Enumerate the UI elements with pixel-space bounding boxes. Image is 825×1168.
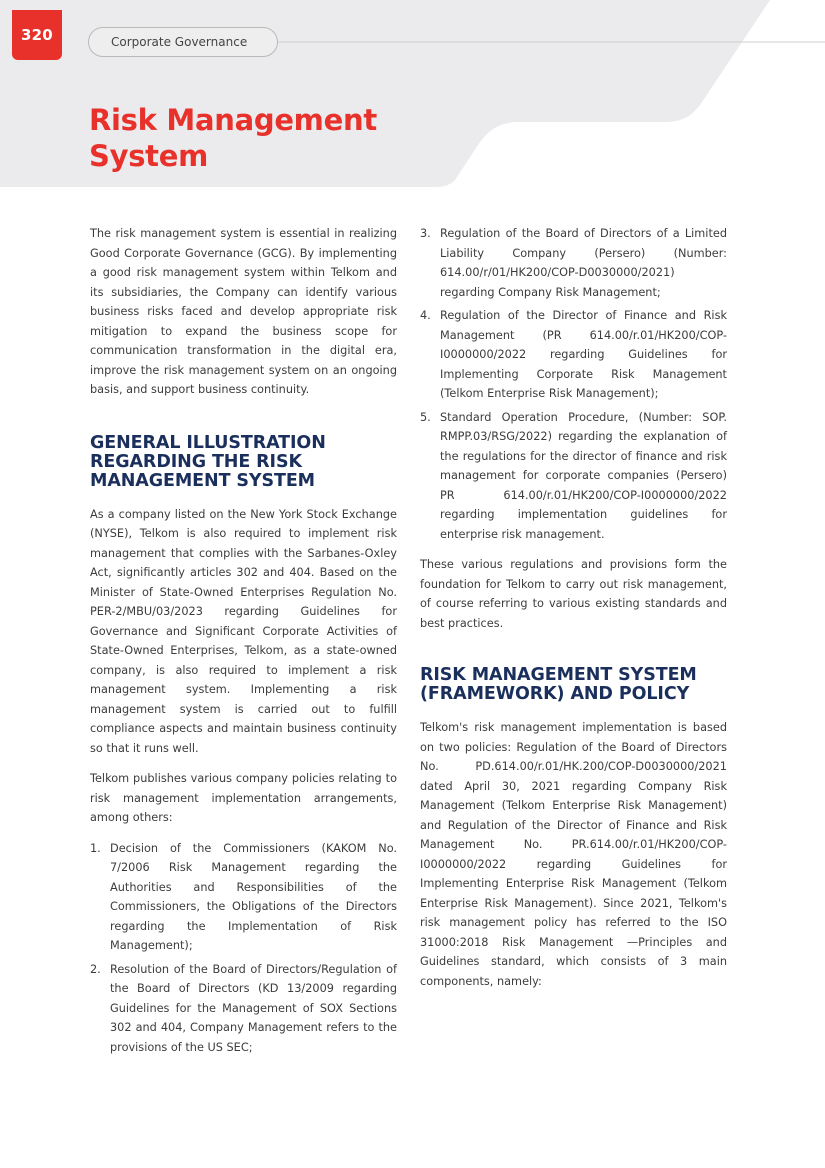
general-illustration-heading: GENERAL ILLUSTRATION REGARDING THE RISK MANAGEMENT SYSTEM [90,432,326,491]
policies-paragraph: Telkom publishes various company policies relating to risk management implementation arrangements, among others: [90,772,397,824]
list-item [420,306,727,404]
page-number-badge [12,10,62,60]
list-item [420,408,727,545]
page-title [89,102,469,174]
section-label-text: Corporate Governance [111,35,248,49]
section-label [88,27,278,57]
list-item-number: 5. [420,410,431,424]
right-column [420,224,727,991]
page-title-line-2: System [89,139,209,173]
left-column [90,224,397,1061]
list-item-text: Decision of the Commissioners (KAKOM No. 7/2006 Risk Management regarding the Authorities and Responsibilities of the Commissioners, the Obligations of the Directors regarding the Implementation of Risk Management); [110,841,397,952]
policy-list-left [90,839,397,1058]
list-item-number: 1. [90,841,101,855]
list-item-number: 3. [420,227,431,240]
list-item-number: 4. [420,309,431,322]
policy-list-right [420,224,727,544]
nyse-paragraph: As a company listed on the New York Stock Exchange (NYSE), Telkom is also required to implement risk management that complies with the Sarbanes-Oxley Act, significantly articles 302 and 404. Based on the Minister of State-Owned Enterprises Regulation No. PER-2/MBU/03/2023 regarding Guidelines for Governance and Significant Corporate Activities of State-Owned Enterprises, Telkom, as a state-owned company, is also required to implement a risk management system. Implementing a risk management system is carried out to fulfill compliance aspects and maintain business continuity so that it runs well. [90,507,397,755]
framework-policy-heading: RISK MANAGEMENT SYSTEM (FRAMEWORK) AND POLICY [420,665,697,704]
list-item-number: 2. [90,962,101,976]
page-number: 320 [21,26,53,44]
list-item-text: Standard Operation Procedure, (Number: SOP. RMPP.03/RSG/2022) regarding the explanation of the regulations for the director of finance and risk management for corporate companies (Persero) PR 614.00/r.01/HK200/COP-I0000000/2022 regarding implementation guidelines for enterprise risk management. [440,410,727,541]
regulations-paragraph: These various regulations and provisions form the foundation for Telkom to carry out risk management, of course referring to various existing standards and best practices. [420,558,727,630]
list-item-text: Regulation of the Director of Finance and Risk Management (PR 614.00/r.01/HK200/COP-I0000000/2022 regarding Guidelines for Implementing Corporate Risk Management (Telkom Enterprise Risk Management); [440,309,727,400]
framework-paragraph: Telkom's risk management implementation is based on two policies: Regulation of the Board of Directors No. PD.614.00/r.01/HK.200/COP-D0030000/2021 dated April 30, 2021 regarding Company Risk Management (Telkom Enterprise Risk Management) and Regulation of the Director of Finance and Risk Management No. PR.614.00/r.01/HK200/COP-I0000000/2022 regarding Guidelines for Implementing Enterprise Risk Management (Telkom Enterprise Risk Management). Since 2021, Telkom's risk management policy has referred to the ISO 31000:2018 Risk Management —Principles and Guidelines standard, which consists of 3 main components, namely: [420,721,727,988]
list-item [90,960,397,1058]
intro-paragraph: The risk management system is essential in realizing Good Corporate Governance (GCG). By implementing a good risk management system within Telkom and its subsidiaries, the Company can identify various business risks faced and develop appropriate risk mitigation to expand the business scope for communication transformation in the digital era, improve the risk management system on an ongoing basis, and support business continuity. [90,227,397,396]
list-item-text: Regulation of the Board of Directors of a Limited Liability Company (Persero) (Number: 614.00/r/01/HK200/COP-D0030000/2021) regarding Company Risk Management; [440,227,727,299]
list-item-text: Resolution of the Board of Directors/Regulation of the Board of Directors (KD 13/2009 regarding Guidelines for the Management of SOX Sections 302 and 404, Company Management refers to the provisions of the US SEC; [110,962,397,1054]
list-item [90,839,397,956]
list-item [420,224,727,302]
page-title-line-1: Risk Management [89,103,377,137]
